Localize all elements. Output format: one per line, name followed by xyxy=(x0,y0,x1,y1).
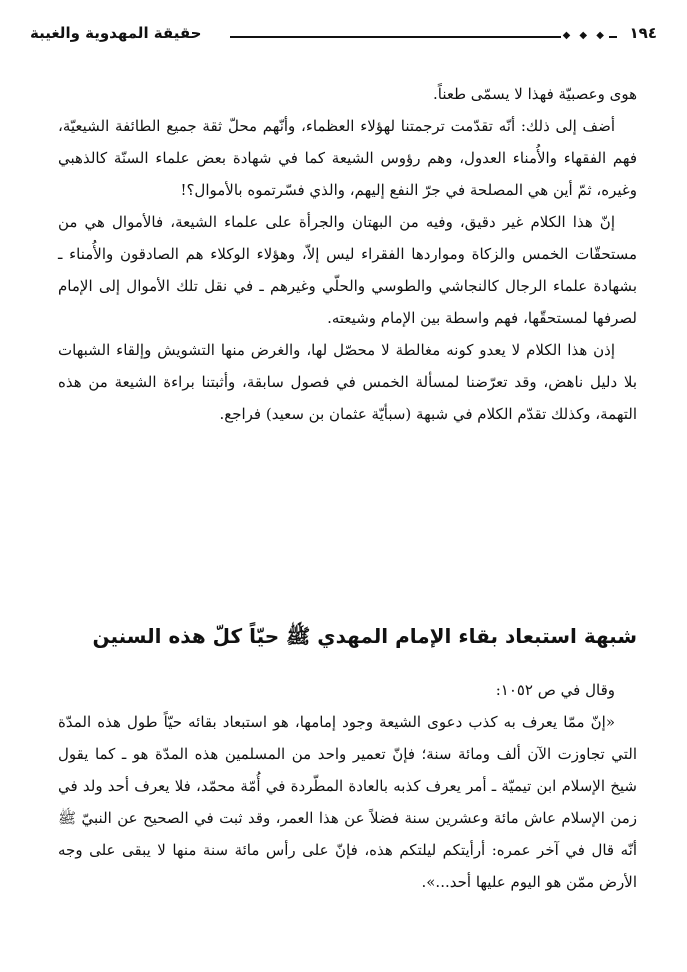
paragraph: وقال في ص ١٠٥٢: xyxy=(495,681,615,699)
body-text-lower xyxy=(58,674,637,898)
quotation: «إنّ ممّا يعرف به كذب دعوى الشيعة وجود إمامها، هو استبعاد بقائه حيّاً طول هذه المدّة التي تجاوزت الآن ألف ومائة سنة؛ فإنّ تعمير واحد من المسلمين هذه المدّة هو ـ كما يقول شيخ الإسلام ابن تيميّة ـ أمر يعرف كذبه بالعادة المطّردة في أُمّة محمّد، فلا يعرف أحد ولد في زمن الإسلام عاش مائة وعشرين سنة فضلاً عن هذا العمر، وقد ثبت في الصحيح عن النبيّ ﷺ أنّه قال في آخر عمره: أرأيتكم ليلتكم هذه، فإنّ على رأس مائة سنة منها لا يبقى على وجه الأرض ممّن هو اليوم عليها أحد...». xyxy=(58,713,637,891)
header-ornament: ◆ ◆ ◆ xyxy=(562,30,607,41)
running-header xyxy=(30,24,657,50)
body-text-upper xyxy=(58,78,637,430)
book-title: حقيقة المهدوية والغيبة xyxy=(30,24,202,42)
paragraph: إذن هذا الكلام لا يعدو كونه مغالطة لا محصّل لها، والغرض منها التشويش وإلقاء الشبهات بلا دليل ناهض، وقد تعرّضنا لمسألة الخمس في فصول سابقة، وأثبتنا براءة الشيعة من هذه التهمة، وكذلك تقدّم الكلام في شبهة (سبأيّة عثمان بن سعيد) فراجع. xyxy=(58,341,637,423)
paragraph: إنّ هذا الكلام غير دقيق، وفيه من البهتان والجرأة على علماء الشيعة، فالأموال هي من مستحقّات الخمس والزكاة ومواردها الفقراء ليس إلاّ، وهؤلاء الوكلاء هم الصادقون والأُمناء ـ بشهادة علماء الرجال كالنجاشي والطوسي والحلّي وغيرهم ـ في نقل تلك الأموال إلى الإمام لصرفها لمستحقّها، فهم واسطة بين الإمام وشيعته. xyxy=(58,213,637,327)
paragraph: هوى وعصبيّة فهذا لا يسمّى طعناً. xyxy=(433,85,637,103)
paragraph: أضف إلى ذلك: أنّه تقدّمت ترجمتنا لهؤلاء العظماء، وأنّهم محلّ ثقة جميع الطائفة الشيعيّة، فهم الفقهاء والأُمناء العدول، وهم رؤوس الشيعة كما في شهادة بعض علماء السنّة كالذهبي وغيره، ثمّ أين هي المصلحة في جرّ النفع إليهم، والذي فسّرتموه بالأموال؟! xyxy=(58,117,637,199)
section-heading: شبهة استبعاد بقاء الإمام المهدي ﷺ حيّاً كلّ هذه السنين xyxy=(92,624,637,648)
page-number: ١٩٤ xyxy=(629,24,657,42)
header-rule xyxy=(230,36,617,38)
